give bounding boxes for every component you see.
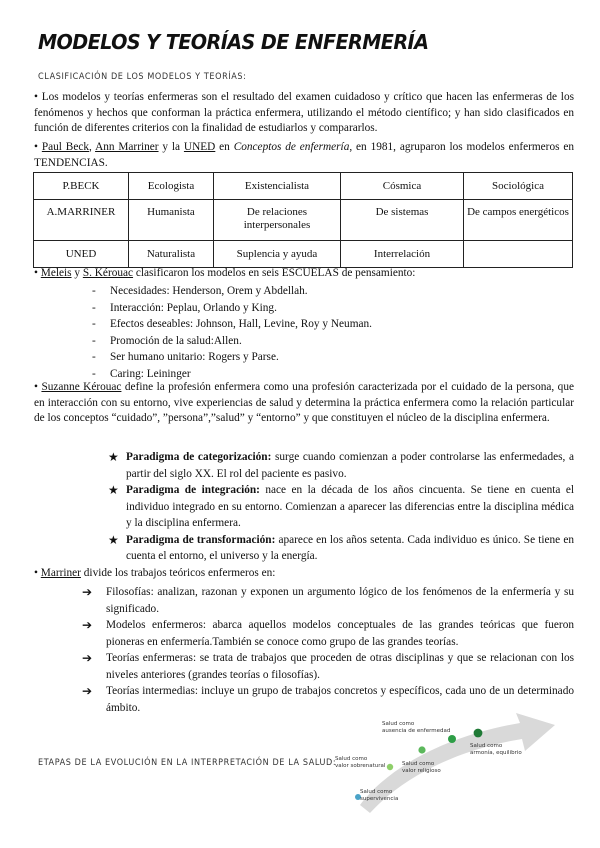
table-cell: Cósmica [341,173,464,200]
author-uned: UNED [183,141,216,153]
star-icon: ★ [108,450,119,464]
arrow-right-icon: ➔ [82,585,93,599]
diagram-label: Salud como [402,761,435,767]
table-cell: Interrelación [341,241,464,268]
diagram-dot [474,729,483,738]
list-item [82,617,574,650]
arrow-right-icon: ➔ [82,651,93,665]
diagram-label: supervivencia [360,796,399,802]
intro-paragraph: • Los modelos y teorías enfermeras son el resultado del examen cuidadoso y crítico que hacen las enfermeras de los fenómenos y hechos que conforman la práctica enfermera, utilizando el método científico; y han sido clasificados en función de diferentes criterios con la finalidad de estudiarlos y compararlos. [34,91,574,134]
author-marriner: Marriner [40,567,81,579]
separator-text: , [89,141,96,153]
diagram-label: Salud como [335,756,368,762]
arrow-right-icon: ➔ [82,618,93,632]
table-cell: A.MARRINER [34,200,129,241]
author-suzanne-kerouac: Suzanne Kérouac [41,381,122,393]
list-item: - Necesidades: Henderson, Orem y Abdellah. [92,283,372,300]
diagram-label: Salud como [470,743,503,749]
table-cell: De relaciones interpersonales [214,200,341,241]
work-text: Teorías enfermeras: se trata de trabajos que proceden de otras disciplinas y que se relacionan con los niveles anteriores (grandes teorías o filosofías). [106,652,574,681]
book-title: Conceptos de enfermería [233,141,350,153]
table-cell: UNED [34,241,129,268]
diagram-label: ausencia de enfermedad [382,728,451,734]
kerouac-paragraph [34,380,574,427]
tendencies-table [33,172,573,268]
list-item [82,584,574,617]
star-icon: ★ [108,532,119,547]
paragraph-rest: define la profesión enfermera como una profesión caracterizada por el cuidado de la persona, que en interacción con su entorno, vive experiencias de salud y determina la práctica enfermera como la relación particular de los conceptos “cuidado”, ”persona”,”salud” y “entorno” y que constituyen el núcleo de la disciplina enfermera. [34,381,574,424]
table-cell: Humanista [129,200,214,241]
diagram-label: valor sobrenatural [335,763,386,769]
diagram-label: armonía, equilibrio [470,750,522,756]
bullet: • [34,381,38,393]
author-ann-marriner: Ann Marriner [95,141,159,153]
tendencies-paragraph [34,140,574,171]
list-item: - Efectos deseables: Johnson, Hall, Levine, Roy y Neuman. [92,316,372,333]
star-icon: ★ [108,483,119,497]
table-cell: De sistemas [341,200,464,241]
separator-text: en [215,141,234,153]
document-title: MODELOS Y TEORÍAS DE ENFERMERÍA [38,30,429,54]
arrow-right-icon: ➔ [82,684,93,698]
table-cell: Ecologista [129,173,214,200]
schools-list [92,283,372,382]
list-item [108,532,574,565]
bullet: • [34,267,38,279]
table-row [34,200,573,241]
paradigm-name: Paradigma de transformación: [126,533,276,546]
work-text: Teorías intermedias: incluye un grupo de trabajos concretos y específicos, cada uno de un determinado ámbito. [106,685,574,714]
table-cell: Sociológica [464,173,573,200]
diagram-dot [418,746,425,753]
health-evolution-diagram [330,705,580,815]
schools-paragraph [34,266,574,282]
table-cell: Existencialista [214,173,341,200]
paradigm-name: Paradigma de categorización: [126,451,272,463]
table-cell [464,241,573,268]
list-item [108,482,574,532]
author-meleis: Meleis [40,267,72,279]
diagram-label: Salud como [360,789,393,795]
separator-text: y la [158,141,184,153]
paradigm-name: Paradigma de integración: [126,484,260,496]
marriner-paragraph [34,566,574,582]
work-text: Modelos enfermeros: abarca aquellos modelos conceptuales de las grandes teóricas que fueron pioneras en enfermería.También se conoce como grupo de las grandes teorías. [106,619,574,648]
table-cell: P.BECK [34,173,129,200]
bullet: • [34,567,38,579]
table-row [34,173,573,200]
section-heading-classification: CLASIFICACIÓN DE LOS MODELOS Y TEORÍAS: [38,72,247,82]
paragraph-rest: , en 1981, agruparon los modelos enfermeros en TENDENCIAS. [34,141,575,169]
paradigm-text: nace en la década de los años cincuenta. Se tiene en cuenta el individuo integrado en su entorno. Comienzan a aparecer las diferencias entre la disciplina médica y la disciplina enfermera. [126,484,574,529]
diagram-label: Salud como [382,721,415,727]
table-cell: Suplencia y ayuda [214,241,341,268]
section-heading-health-stages: ETAPAS DE LA EVOLUCIÓN EN LA INTERPRETACIÓN DE LA SALUD: [38,758,337,768]
list-item: - Ser humano unitario: Rogers y Parse. [92,349,372,366]
table-row [34,241,573,268]
paradigm-text: aparece en los años setenta. Cada individuo es único. Se tiene en cuenta el entorno, el universo y la energía. [126,533,575,562]
list-item [108,449,574,482]
paradigm-text: surge cuando comienzan a poder controlarse las enfermedades, a partir del siglo XX. El rol del paciente es pasivo. [126,451,574,480]
theoretical-works-list [82,584,574,716]
paradigms-list [108,449,574,565]
work-text: Filosofías: analizan, razonan y exponen un argumento lógico de los fenómenos de la enfermería y su significado. [106,586,574,615]
list-item: - Caring: Leininger [92,366,372,383]
author-kerouac: S. Kérouac [82,267,134,279]
separator-text: y [71,267,83,279]
list-item: - Interacción: Peplau, Orlando y King. [92,300,372,317]
diagram-label: valor religioso [402,768,441,774]
paragraph-rest: divide los trabajos teóricos enfermeros en: [80,567,276,579]
table-cell: Naturalista [129,241,214,268]
diagram-dot [387,764,393,770]
list-item: - Promoción de la salud:Allen. [92,333,372,350]
author-paul-beck: Paul Beck [41,141,89,153]
list-item [82,650,574,683]
paragraph-rest: clasificaron los modelos en seis ESCUELAS de pensamiento: [133,267,416,279]
bullet: • [34,141,38,153]
diagram-dot [448,735,456,743]
table-cell: De campos energéticos [464,200,573,241]
